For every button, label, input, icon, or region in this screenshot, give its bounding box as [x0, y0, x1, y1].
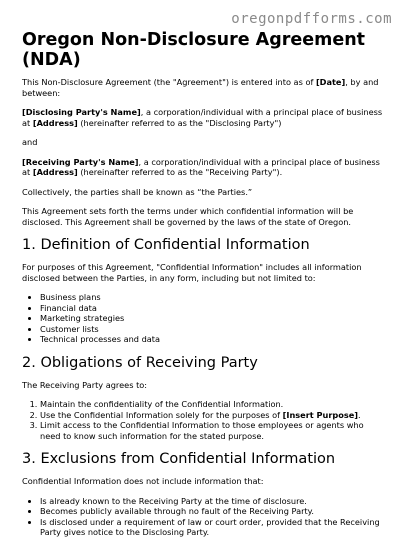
section-3-heading: 3. Exclusions from Confidential Information — [22, 451, 336, 467]
receiving-name-placeholder: [Receiving Party's Name] — [22, 156, 139, 167]
list-item: • Is disclosed under a requirement of law or court order, provided that the Receiving Party gives notice to the Disclosing Party. — [40, 517, 384, 538]
section-1-text: For purposes of this Agreement, "Confidential Information" includes all information disclosed between the Parties, in any form, including but not limited to: — [22, 262, 362, 283]
purpose-placeholder: [Insert Purpose] — [282, 409, 359, 420]
section-1-heading: 1. Definition of Confidential Information — [22, 237, 310, 253]
list-item: 3. Limit access to the Confidential Information to those employees or agents who need to know such information for the stated purpose. — [40, 420, 384, 441]
section-1-list — [22, 292, 384, 345]
section-3-text: Confidential Information does not include information that: — [22, 476, 264, 486]
intro-paragraph — [22, 77, 384, 98]
document-page — [22, 30, 384, 547]
disclosing-name-placeholder: [Disclosing Party's Name] — [22, 107, 141, 117]
receiving-end: (hereinafter referred to as the "Receiving Party"). — [77, 167, 283, 177]
section-3-list — [22, 496, 384, 538]
section-2-text: The Receiving Party agrees to: — [22, 379, 148, 390]
collectively-paragraph: Collectively, the parties shall be known as “the Parties.” — [22, 186, 253, 197]
receiving-party-paragraph — [22, 157, 384, 178]
receiving-mid: , a corporation/individual with a principal place of business at — [22, 156, 380, 177]
intro-after: , by and between: — [22, 77, 379, 98]
item2-after: . — [358, 409, 361, 420]
list-item: • Technical processes and data — [40, 334, 384, 345]
list-item: 1. Maintain the confidentiality of the Confidential Information. — [40, 399, 384, 410]
disclosing-mid: , a corporation/individual with a principal place of business at — [22, 107, 383, 128]
list-item: • Becomes publicly available through no fault of the Receiving Party. — [40, 506, 384, 517]
receiving-address-placeholder: [Address] — [32, 167, 78, 177]
disclosing-party-paragraph — [22, 107, 384, 128]
list-item: • Marketing strategies — [40, 313, 384, 324]
section-2-list — [22, 399, 384, 441]
list-item: • Is already known to the Receiving Party at the time of disclosure. — [40, 496, 384, 507]
purpose-paragraph: This Agreement sets forth the terms under which confidential information will be disclosed. This Agreement shall be governed by the laws of the state of Oregon. — [22, 206, 354, 227]
site-watermark: oregonpdfforms.com — [231, 11, 392, 27]
list-item — [40, 410, 384, 421]
disclosing-end: (hereinafter referred to as the "Disclosing Party") — [77, 117, 282, 128]
list-item: • Business plans — [40, 292, 384, 303]
intro-before: This Non-Disclosure Agreement (the "Agreement") is entered into as of — [22, 77, 316, 87]
date-placeholder: [Date] — [315, 77, 346, 87]
list-item: • Financial data — [40, 303, 384, 314]
and-text: and — [22, 137, 38, 147]
list-item: • Customer lists — [40, 324, 384, 335]
disclosing-address-placeholder: [Address] — [32, 117, 78, 128]
item2-before: Use the Confidential Information solely for the purposes of — [40, 409, 283, 420]
document-title: Oregon Non-Disclosure Agreement (NDA) — [22, 30, 366, 70]
section-2-heading: 2. Obligations of Receiving Party — [22, 354, 258, 371]
